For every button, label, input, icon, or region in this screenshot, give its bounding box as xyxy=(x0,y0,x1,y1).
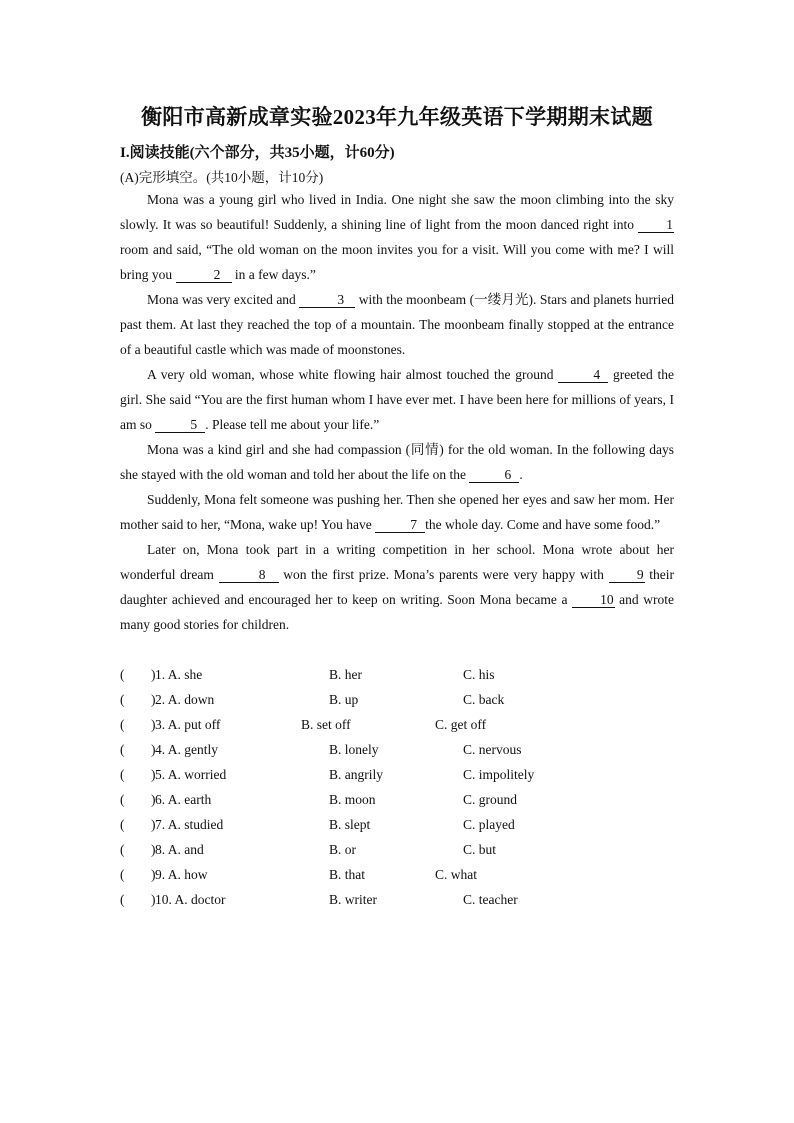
option-b: B. moon xyxy=(329,792,376,807)
passage-paragraph-5 xyxy=(120,487,674,537)
blank-5: 5 xyxy=(155,418,205,433)
paragraph-text: and wrote many good stories for children. xyxy=(120,592,674,632)
paragraph-text: with the moonbeam (一缕月光). Stars and planets hurried past them. At last they reached the top of a mountain. The moonbeam finally stopped at the entrance of a beautiful castle which was made of moonstones. xyxy=(120,292,675,357)
option-b: B. her xyxy=(329,667,362,682)
option-b: B. that xyxy=(329,867,365,882)
option-c: C. teacher xyxy=(463,892,518,907)
answer-paren-open: ( xyxy=(120,792,125,807)
blank-7: 7 xyxy=(375,518,425,533)
answer-paren-open: ( xyxy=(120,842,125,857)
passage-paragraph-4 xyxy=(120,437,674,487)
question-row xyxy=(120,712,680,737)
passage-paragraph-1 xyxy=(120,187,674,287)
paragraph-text: Later on, Mona took part in a writing competition in her school. Mona wrote about her wonderful dream xyxy=(120,542,674,582)
question-row xyxy=(120,662,680,687)
answer-paren-open: ( xyxy=(120,692,125,707)
option-a: 3. A. put off xyxy=(155,717,221,732)
answer-paren-close: ) xyxy=(151,667,156,682)
option-c: C. ground xyxy=(463,792,517,807)
option-a: 2. A. down xyxy=(155,692,215,707)
option-a: 8. A. and xyxy=(155,842,204,857)
blank-3: 3 xyxy=(299,293,355,308)
blank-10: 10 xyxy=(572,593,615,608)
answer-paren-open: ( xyxy=(120,867,125,882)
answer-paren-close: ) xyxy=(151,742,156,757)
answer-paren-close: ) xyxy=(151,717,156,732)
option-a: 6. A. earth xyxy=(155,792,212,807)
question-row xyxy=(120,787,680,812)
option-a: 9. A. how xyxy=(155,867,208,882)
option-b: B. or xyxy=(329,842,356,857)
option-b: B. up xyxy=(329,692,359,707)
cloze-passage xyxy=(120,187,674,637)
answer-paren-open: ( xyxy=(120,817,125,832)
option-a: 1. A. she xyxy=(155,667,203,682)
answer-paren-close: ) xyxy=(151,867,156,882)
blank-9: 9 xyxy=(609,568,645,583)
answer-paren-close: ) xyxy=(151,817,156,832)
blank-8: 8 xyxy=(219,568,279,583)
question-list xyxy=(120,662,680,912)
option-b: B. angrily xyxy=(329,767,383,782)
paragraph-text: A very old woman, whose white flowing hair almost touched the ground xyxy=(147,367,559,382)
blank-1: 1 xyxy=(638,218,674,233)
question-row xyxy=(120,862,680,887)
question-row xyxy=(120,687,680,712)
option-b: B. writer xyxy=(329,892,377,907)
answer-paren-close: ) xyxy=(151,767,156,782)
answer-paren-close: ) xyxy=(151,792,156,807)
question-row xyxy=(120,762,680,787)
paragraph-text: in a few days.” xyxy=(231,267,316,282)
question-row xyxy=(120,837,680,862)
paragraph-text: Suddenly, Mona felt someone was pushing her. Then she opened her eyes and saw her mom. Her mother said to her, “Mona, wake up! You have xyxy=(120,492,674,532)
option-c: C. but xyxy=(463,842,497,857)
question-row xyxy=(120,812,680,837)
option-c: C. his xyxy=(463,667,495,682)
passage-paragraph-3 xyxy=(120,362,674,437)
option-c: C. impolitely xyxy=(463,767,535,782)
paragraph-text: greeted the girl. She said “You are the first human whom I have ever met. I have been here for millions of years, I am so xyxy=(120,367,674,432)
answer-paren-open: ( xyxy=(120,767,125,782)
blank-6: 6 xyxy=(469,468,519,483)
question-row xyxy=(120,737,680,762)
paragraph-text: Mona was very excited and xyxy=(147,292,300,307)
option-c: C. what xyxy=(435,867,477,882)
passage-paragraph-2 xyxy=(120,287,674,362)
blank-4: 4 xyxy=(558,368,608,383)
page-title: 衡阳市高新成章实验2023年九年级英语下学期期末试题 xyxy=(141,105,653,129)
paragraph-text: . Please tell me about your life.” xyxy=(205,417,380,432)
option-a: 4. A. gently xyxy=(155,742,218,757)
option-b: B. slept xyxy=(329,817,371,832)
option-b: B. lonely xyxy=(329,742,379,757)
section-heading: I.阅读技能(六个部分，共35小题，计60分) xyxy=(120,145,395,161)
option-a: 5. A. worried xyxy=(155,767,227,782)
paragraph-text: Mona was a kind girl and she had compassion (同情) for the old woman. In the following days she stayed with the old woman and told her about the life on the xyxy=(120,442,674,482)
answer-paren-close: ) xyxy=(151,892,156,907)
answer-paren-close: ) xyxy=(151,842,156,857)
question-row xyxy=(120,887,680,912)
paragraph-text: won the first prize. Mona’s parents were very happy with xyxy=(278,567,609,582)
answer-paren-open: ( xyxy=(120,742,125,757)
answer-paren-open: ( xyxy=(120,892,125,907)
blank-2: 2 xyxy=(176,268,232,283)
answer-paren-open: ( xyxy=(120,667,125,682)
answer-paren-open: ( xyxy=(120,717,125,732)
paragraph-text: Mona was a young girl who lived in India. One night she saw the moon climbing into the sky slowly. It was so beautiful! Suddenly, a shining line of light from the moon danced right into xyxy=(120,192,674,232)
option-c: C. back xyxy=(463,692,505,707)
option-c: C. get off xyxy=(435,717,487,732)
option-b: B. set off xyxy=(301,717,351,732)
paragraph-text: their daughter achieved and encouraged her to keep on writing. Soon Mona became a xyxy=(120,567,674,607)
passage-paragraph-6 xyxy=(120,537,674,637)
paragraph-text: room and said, “The old woman on the moon invites you for a visit. Will you come with me? I will bring you xyxy=(120,242,674,282)
option-c: C. nervous xyxy=(463,742,522,757)
option-a: 10. A. doctor xyxy=(155,892,226,907)
paragraph-text: the whole day. Come and have some food.” xyxy=(425,517,661,532)
paragraph-text: . xyxy=(519,467,523,482)
option-a: 7. A. studied xyxy=(155,817,224,832)
option-c: C. played xyxy=(463,817,515,832)
answer-paren-close: ) xyxy=(151,692,156,707)
subsection-heading: (A)完形填空。(共10小题，计10分) xyxy=(120,170,324,185)
